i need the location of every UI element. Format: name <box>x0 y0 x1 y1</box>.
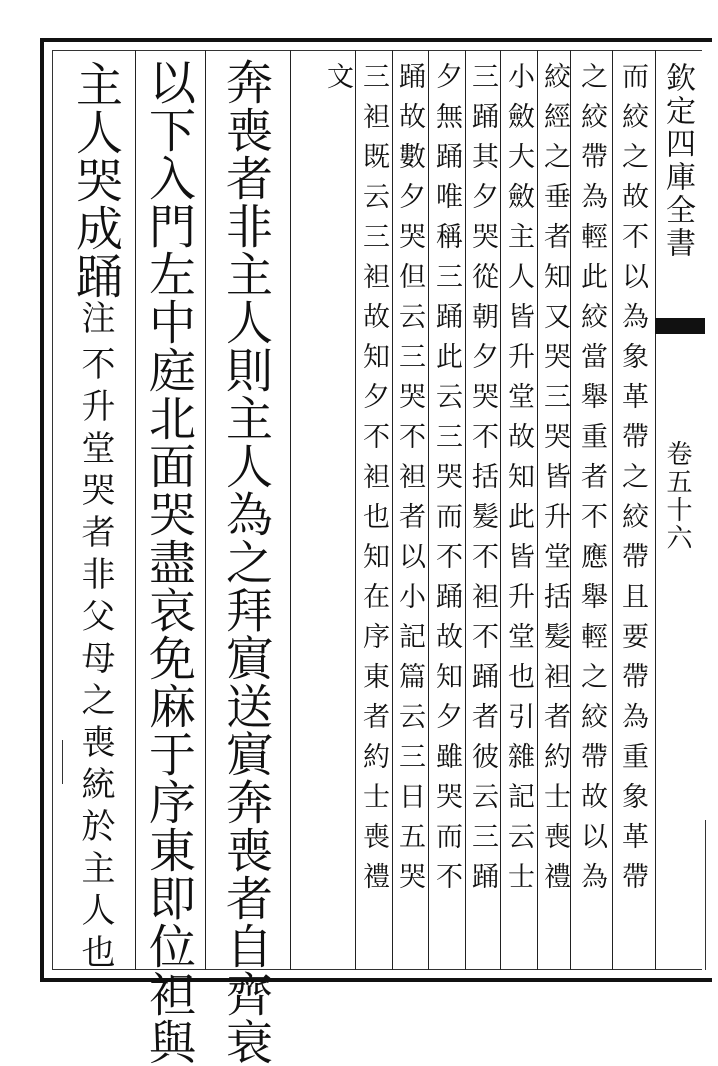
commentary-column-5: 三踊其夕哭從朝夕哭不括髪不袒不踊者彼云三踊 <box>467 62 498 902</box>
column-separator <box>392 50 393 970</box>
commentary-column-4: 小斂大斂主人皆升堂故知此皆升堂也引雜記云士 <box>503 62 534 902</box>
main-text-column-3: 主人哭成踊 <box>68 60 123 300</box>
commentary-column-8: 三袒既云三袒故知夕不袒也知在序東者約士喪禮 <box>358 62 389 902</box>
column-separator <box>428 50 429 970</box>
column-separator <box>612 50 613 970</box>
main-text-column-2: 以下入門左中庭北面哭盡哀免麻于序東即位袒與 <box>141 58 196 1066</box>
commentary-column-6: 夕無踊唯稱三踊此云三哭而不踊故知夕雖哭而不 <box>431 62 462 902</box>
commentary-column-2: 之絞帶為輕此絞當舉重者不應舉輕之絞帶故以為 <box>576 62 607 902</box>
column-separator <box>537 50 538 970</box>
column-separator <box>570 50 571 970</box>
column-separator <box>135 50 136 970</box>
main-text-column-1: 奔喪者非主人則主人為之拜賔送賔奔喪者自齊衰 <box>218 58 273 1066</box>
column-separator <box>500 50 501 970</box>
commentary-column-1: 而絞之故不以為象革帶之絞帶且要帶為重象革帶 <box>617 62 648 902</box>
book-title: 欽定四庫全書 <box>660 62 695 260</box>
column-separator <box>465 50 466 970</box>
commentary-column-9: 文 <box>322 62 353 102</box>
juan-number: 卷五十六 <box>662 440 692 552</box>
header-separator <box>655 50 656 970</box>
commentary-column-7: 踊故數夕哭但云三哭不袒者以小記篇云三日五哭 <box>394 62 425 902</box>
commentary-column-3: 絞經之垂者知又哭三哭皆升堂括髪袒者約士喪禮 <box>539 62 570 902</box>
fish-tail-mark <box>655 318 705 334</box>
column-separator <box>205 50 206 970</box>
annotation-text: 不升堂哭者非父母之喪統於主人也 <box>75 346 115 976</box>
margin-mark <box>62 740 63 784</box>
column-separator <box>290 50 291 970</box>
right-edge-mark <box>705 820 706 970</box>
column-separator <box>355 50 356 970</box>
annotation-marker: 注 <box>75 300 115 342</box>
